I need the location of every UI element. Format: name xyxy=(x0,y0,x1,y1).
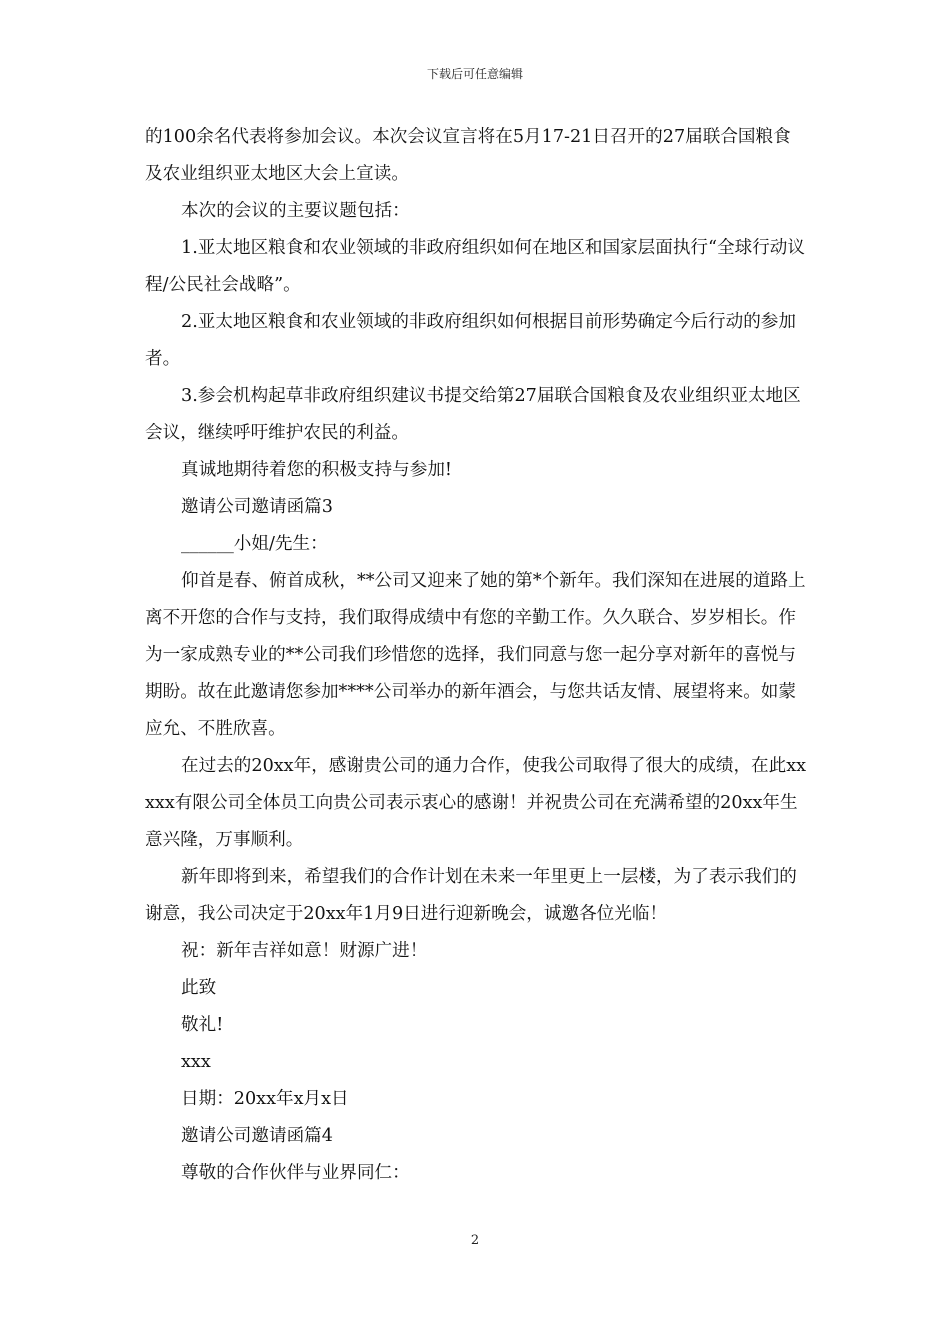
section-heading-3: 邀请公司邀请函篇3 xyxy=(181,497,333,517)
closing-salute: 敬礼! xyxy=(181,1015,224,1035)
paragraph-topics-intro: 本次的会议的主要议题包括： xyxy=(181,201,410,221)
page-header: 下载后可任意编辑 xyxy=(426,67,523,81)
paragraph-thanks: 在过去的20xx年，感谢贵公司的通力合作，使我公司取得了很大的成绩，在此xxxxx有限公司全体员工向贵公司表示衷心的感谢！并祝贵公司在充满希望的20xx年生意兴隆，万事顺利。 xyxy=(145,756,807,850)
paragraph-closing: 真诚地期待着您的积极支持与参加! xyxy=(181,460,452,480)
salutation: ______小姐/先生： xyxy=(181,534,328,554)
page-number: 2 xyxy=(470,1233,480,1248)
salutation-4: 尊敬的合作伙伴与业界同仁： xyxy=(181,1163,410,1183)
paragraph-topic-3: 3.参会机构起草非政府组织建议书提交给第27届联合国粮食及农业组织亚太地区会议，继续呼吁维护农民的利益。 xyxy=(145,386,801,443)
paragraph-invitation: 新年即将到来，希望我们的合作计划在未来一年里更上一层楼，为了表示我们的谢意，我公司决定于20xx年1月9日进行迎新晚会，诚邀各位光临！ xyxy=(145,867,797,924)
paragraph-topic-1: 1.亚太地区粮食和农业领域的非政府组织如何在地区和国家层面执行“全球行动议程/公民社会战略”。 xyxy=(145,238,805,295)
paragraph-topic-2: 2.亚太地区粮食和农业领域的非政府组织如何根据目前形势确定今后行动的参加者。 xyxy=(145,312,796,369)
paragraph-greeting: 仰首是春、俯首成秋，**公司又迎来了她的第*个新年。我们深知在进展的道路上离不开您的合作与支持，我们取得成绩中有您的辛勤工作。久久联合、岁岁相长。作为一家成熟专业的**公司我们珍惜您的选择，我们同意与您一起分享对新年的喜悦与期盼。故在此邀请您参加****公司举办的新年酒会，与您共话友情、展望将来。如蒙应允、不胜欣喜。 xyxy=(145,571,806,739)
paragraph-wishes: 祝：新年吉祥如意！财源广进！ xyxy=(181,941,428,961)
closing-phrase: 此致 xyxy=(181,978,217,998)
signature: xxx xyxy=(181,1052,211,1072)
document-body xyxy=(145,119,807,1192)
date-line: 日期：20xx年x月x日 xyxy=(181,1089,349,1109)
paragraph-continuation: 的100余名代表将参加会议。本次会议宣言将在5月17-21日召开的27届联合国粮食及农业组织亚太地区大会上宣读。 xyxy=(145,127,791,184)
section-heading-4: 邀请公司邀请函篇4 xyxy=(181,1126,333,1146)
